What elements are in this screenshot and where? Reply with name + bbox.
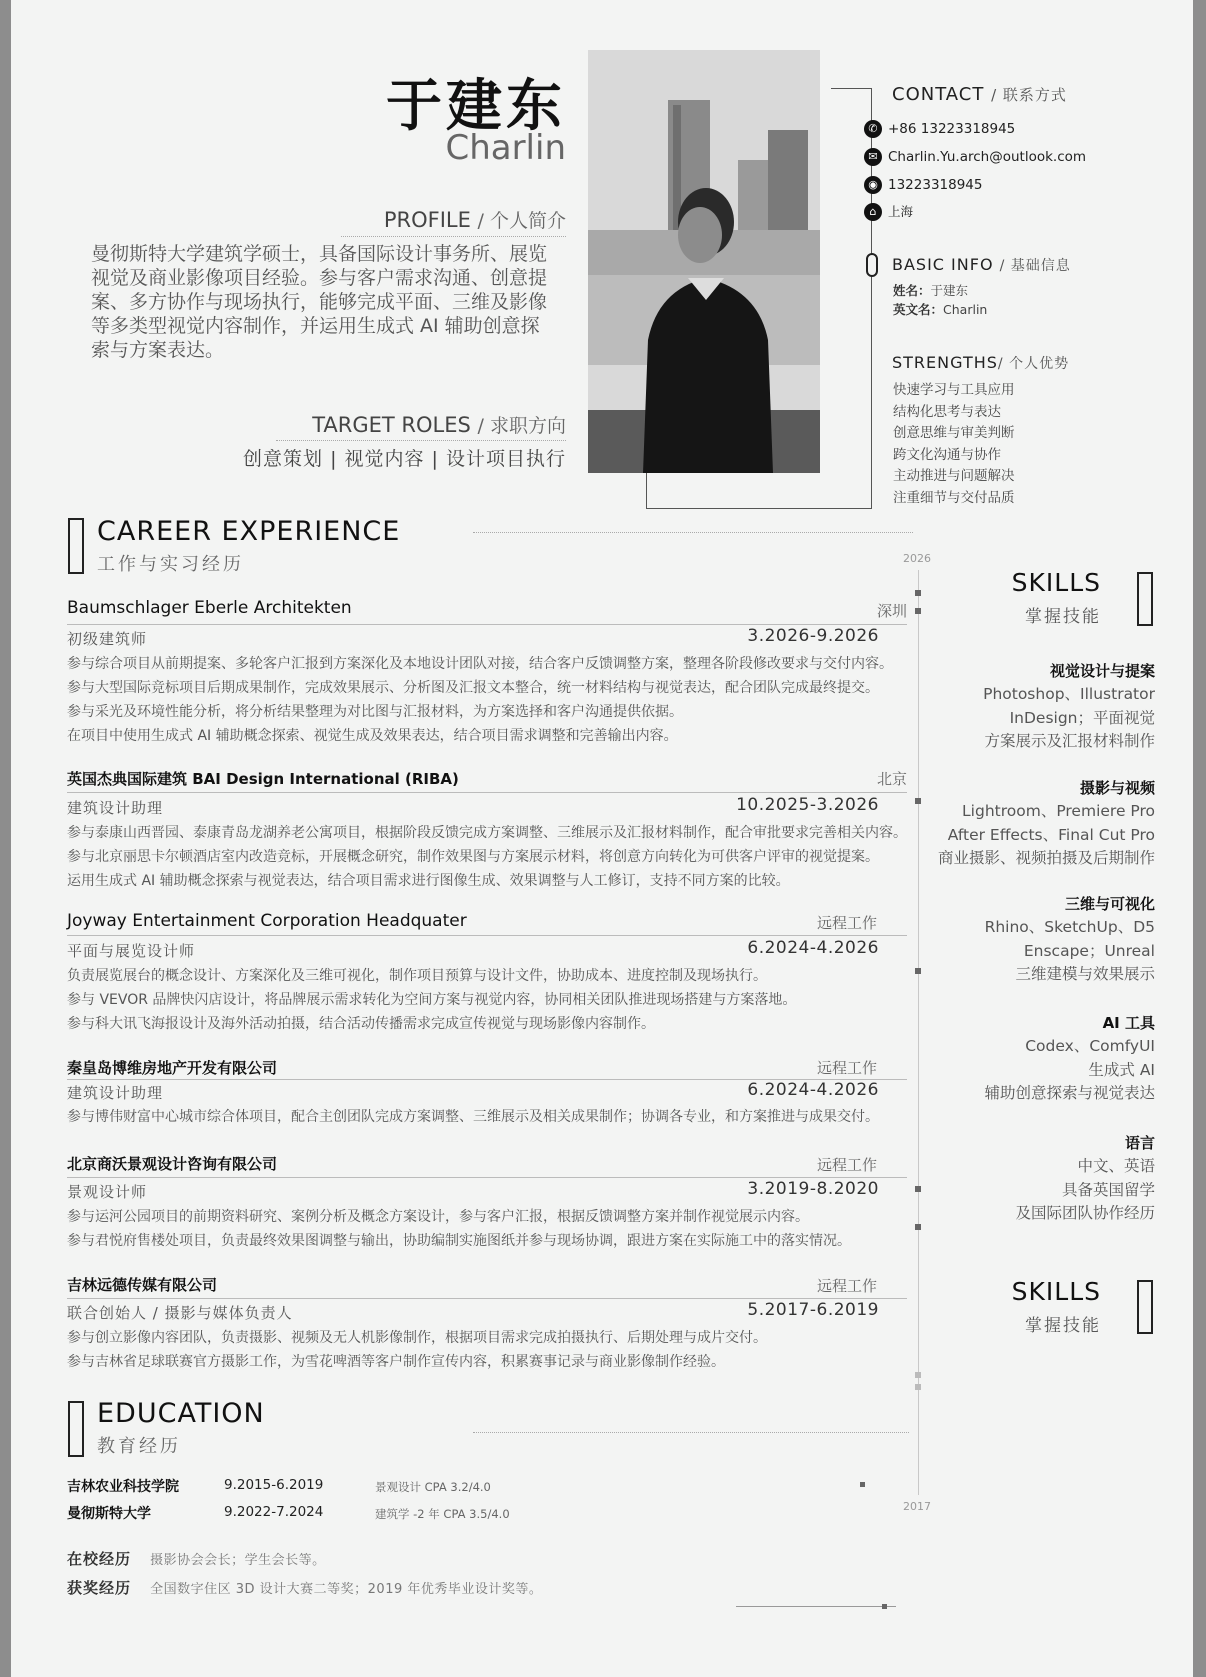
resume-page [11,0,1193,1677]
en-name-label: 英文名： [893,302,944,317]
profile-photo [588,50,820,473]
job-line: 参与创立影像内容团队，负责摄影、视频及无人机影像制作，根据项目需求完成拍摄执行、后期处理与成片交付。 [67,1330,767,1346]
email-text: Charlin.Yu.arch@outlook.com [888,149,1087,165]
name-chinese: 于建东 [386,74,566,139]
profile-divider [341,236,566,237]
campus-experience [67,1548,767,1569]
profile-heading [211,206,566,233]
strength-item: 注重细节与交付品质 [893,489,1015,506]
connector-line [646,473,647,508]
basic-title-cn: / 基础信息 [999,258,1071,274]
skills-title-repeat: SKILLS [1011,1277,1101,1306]
career-divider [473,532,913,533]
strength-item: 主动推进与问题解决 [893,468,1015,484]
target-title-en: TARGET ROLES [312,413,471,437]
company-name: 英国杰典国际建筑 BAI Design International (RIBA) [67,770,459,788]
strengths-list [893,380,1015,509]
job-description [67,652,893,748]
contact-heading [892,84,1067,105]
skill-line: 方案展示及汇报材料制作 [984,732,1155,750]
contact-location [864,201,913,223]
skill-line: After Effects、Final Cut Pro [947,825,1155,844]
job-location: 远程工作 [816,1277,877,1295]
profile-line: 案、多方协作与现场执行，能够完成平面、三维及影像 [91,291,548,313]
contact-title-cn: / 联系方式 [991,86,1067,104]
job-line: 参与运河公园项目的前期资料研究、案例分析及概念方案设计，参与客户汇报，根据反馈调整方案并制作视觉展示内容。 [67,1209,809,1225]
school-name: 曼彻斯特大学 [67,1506,151,1522]
timeline-marker [915,590,921,596]
company-name: 北京商沃景观设计咨询有限公司 [67,1155,278,1173]
job-description [67,1205,851,1253]
strengths-title-en: STRENGTHS [892,353,998,372]
job-role: 建筑设计助理 [67,1084,164,1102]
timeline-bottom-year: 2017 [903,1500,931,1513]
skill-line: 及国际团队协作经历 [1015,1204,1155,1222]
job-location: 深圳 [876,602,907,620]
job-line: 参与泰康山西晋园、泰康青岛龙湖养老公寓项目，根据阶段反馈完成方案调整、三维展示及汇报材料制作，配合审批要求完善相关内容。 [67,825,907,841]
awards-label: 获奖经历 [67,1579,132,1597]
job-location: 远程工作 [816,1059,877,1077]
profile-line: 索与方案表达。 [91,339,225,361]
en-name-value: Charlin [943,302,988,317]
job-line: 参与大型国际竞标项目后期成果制作，完成效果展示、分析图及汇报文本整合，统一材料结构与视觉表达，配合团队完成最终提交。 [67,680,879,696]
education-subtitle: 教育经历 [97,1436,181,1457]
wechat-text: 13223318945 [888,177,983,193]
job-date: 10.2025-3.2026 [736,795,879,815]
wechat-icon: ◉ [864,176,882,194]
skill-group-title: AI 工具 [1102,1014,1155,1032]
job-divider [67,624,907,625]
skill-line: Codex、ComfyUI [1025,1037,1155,1055]
education-divider [473,1432,909,1433]
awards-value: 全国数字住区 3D 设计大赛二等奖；2019 年优秀毕业设计奖等。 [150,1582,543,1597]
job-line: 在项目中使用生成式 AI 辅助概念探索、视觉生成及效果表达，结合项目需求调整和完善输出内容。 [67,728,678,744]
contact-wechat[interactable] [864,174,982,196]
education-date: 9.2015-6.2019 [224,1477,324,1493]
job-line: 参与 VEVOR 品牌快闪店设计，将品牌展示需求转化为空间方案与视觉内容，协同相关团队推进现场搭建与方案落地。 [67,992,797,1008]
education-marker [860,1482,865,1487]
job-line: 参与综合项目从前期提案、多轮客户汇报到方案深化及本地设计团队对接，结合客户反馈调整方案，整理各阶段修改要求与交付内容。 [67,656,893,672]
profile-line: 等多类型视觉内容制作，并运用生成式 AI 辅助创意探 [91,315,540,337]
awards [67,1577,767,1598]
job-date: 3.2019-8.2020 [747,1179,879,1199]
strengths-heading [892,353,1069,373]
job-line: 负责展览展台的概念设计、方案深化及三维可视化，制作项目预算与设计文件，协助成本、进度控制及现场执行。 [67,968,767,984]
skills-subtitle: 掌握技能 [1025,607,1101,627]
strengths-title-cn: / 个人优势 [997,356,1070,372]
job-line: 参与采光及环境性能分析，将分析结果整理为对比图与汇报材料，为方案选择和客户沟通提供依据。 [67,704,683,720]
target-roles: 创意策划 | 视觉内容 | 设计项目执行 [243,448,566,470]
job-location: 远程工作 [816,1156,877,1174]
job-description [67,1105,879,1129]
education-grade: 建筑学 -2 年 CPA 3.5/4.0 [375,1507,510,1521]
job-role: 建筑设计助理 [67,799,164,817]
skill-group [891,1132,1155,1226]
job-divider [67,1298,907,1299]
skill-line: Enscape；Unreal [1023,941,1155,960]
job-divider [67,792,907,793]
footer-marker [882,1604,887,1609]
skill-group-title: 语言 [1124,1134,1155,1152]
job-line: 参与博伟财富中心城市综合体项目，配合主创团队完成方案调整、三维展示及相关成果制作；协调各专业，和方案推进与成果交付。 [67,1109,879,1125]
skills-subtitle-repeat: 掌握技能 [1025,1316,1101,1336]
skill-line: 商业摄影、视频拍摄及后期制作 [937,849,1155,867]
education-bracket [68,1401,84,1457]
skill-line: Rhino、SketchUp、D5 [984,918,1155,936]
company-name: Joyway Entertainment Corporation Headquater [67,911,467,931]
basic-name [893,281,968,300]
strength-item: 跨文化沟通与协作 [893,446,1001,463]
skills-bracket [1137,1280,1153,1334]
career-subtitle: 工作与实习经历 [97,554,244,575]
career-bracket [68,518,84,574]
basic-info-heading [892,255,1071,275]
timeline-top-year: 2026 [903,552,931,565]
skill-group [891,1012,1155,1106]
education-date: 9.2022-7.2024 [224,1504,324,1520]
profile-line: 视觉及商业影像项目经验。参与客户需求沟通、创意提 [91,267,548,289]
skill-line: InDesign；平面视觉 [1009,708,1155,727]
job-role: 景观设计师 [67,1183,148,1201]
job-role: 平面与展览设计师 [67,942,196,960]
email-icon: ✉ [864,148,882,166]
campus-value: 摄影协会会长；学生会长等。 [150,1553,326,1568]
education-title: EDUCATION [97,1398,265,1429]
contact-email[interactable] [864,146,1086,168]
contact-phone[interactable] [864,118,1015,140]
job-date: 5.2017-6.2019 [747,1300,879,1320]
name-label: 姓名： [893,283,931,298]
profile-title-en: PROFILE [383,208,471,232]
skill-group [891,660,1155,754]
name-english: Charlin [445,128,566,168]
target-title-cn: / 求职方向 [477,415,566,437]
career-title: CAREER EXPERIENCE [97,516,401,547]
company-name: 秦皇岛博维房地产开发有限公司 [67,1059,278,1077]
skill-group-title: 摄影与视频 [1079,779,1155,797]
job-divider [67,1177,907,1178]
info-icon [866,253,878,277]
job-line: 参与吉林省足球联赛官方摄影工作，为雪花啤酒等客户制作宣传内容，积累赛事记录与商业影像制作经验。 [67,1354,725,1370]
skill-line: 中文、英语 [1077,1157,1155,1175]
job-line: 运用生成式 AI 辅助概念探索与视觉表达，结合项目需求进行图像生成、效果调整与人工修订，支持不同方案的比较。 [67,873,790,889]
strength-item: 快速学习与工具应用 [893,382,1015,398]
company-name: Baumschlager Eberle Architekten [67,598,352,618]
job-date: 3.2026-9.2026 [747,626,879,646]
basic-title-en: BASIC INFO [892,255,994,274]
strength-item: 创意思维与审美判断 [893,425,1015,441]
job-line: 参与北京丽思卡尔顿酒店室内改造竞标，开展概念研究，制作效果图与方案展示材料，将创意方向转化为可供客户评审的视觉提案。 [67,849,879,865]
location-text: 上海 [888,204,914,219]
job-role: 初级建筑师 [67,630,148,648]
target-heading [211,411,566,438]
connector-line [646,508,872,509]
skill-line: Photoshop、Illustrator [983,685,1155,703]
skill-line: Lightroom、Premiere Pro [962,802,1155,820]
job-date: 6.2024-4.2026 [747,938,879,958]
skill-line: 辅助创意探索与视觉表达 [984,1084,1155,1102]
campus-label: 在校经历 [67,1550,132,1568]
skill-group-title: 视觉设计与提案 [1049,662,1155,680]
skill-group [891,893,1155,987]
contact-title-en: CONTACT [892,84,985,105]
phone-text: +86 13223318945 [888,121,1016,137]
skill-line: 具备英国留学 [1061,1180,1155,1199]
job-line: 参与科大讯飞海报设计及海外活动拍摄，结合活动传播需求完成宣传视觉与现场影像内容制作。 [67,1016,655,1032]
basic-en-name [893,300,987,319]
job-divider [67,935,907,936]
company-name: 吉林远德传媒有限公司 [67,1276,218,1294]
job-description [67,821,907,893]
job-location: 远程工作 [816,914,877,932]
job-location: 北京 [876,770,907,788]
job-line: 参与君悦府售楼处项目，负责最终效果图调整与输出，协助编制实施图纸并参与现场协调，跟进方案在实际施工中的落实情况。 [67,1233,851,1249]
education-grade: 景观设计 CPA 3.2/4.0 [375,1480,491,1494]
job-description [67,1326,767,1374]
profile-text [91,242,566,362]
connector-line [831,88,871,89]
portrait-image [588,50,820,473]
home-icon: ⌂ [864,203,882,221]
footer-line [736,1606,896,1607]
skill-group [891,777,1155,871]
job-date: 6.2024-4.2026 [747,1080,879,1100]
timeline-marker [915,1384,921,1390]
job-description [67,964,796,1036]
target-divider [276,440,566,441]
skill-line: 生成式 AI [1088,1060,1155,1079]
profile-title-cn: / 个人简介 [477,210,566,232]
profile-line: 曼彻斯特大学建筑学硕士，具备国际设计事务所、展览 [91,243,548,265]
job-role: 联合创始人 / 摄影与媒体负责人 [67,1304,293,1322]
school-name: 吉林农业科技学院 [67,1479,179,1495]
skill-line: 三维建模与效果展示 [1015,965,1155,983]
skills-bracket [1137,572,1153,626]
name-value: 于建东 [930,283,969,298]
phone-icon: ✆ [864,120,882,138]
skills-title: SKILLS [1011,568,1101,597]
timeline-marker [915,1372,921,1378]
skill-group-title: 三维与可视化 [1064,895,1155,913]
strength-item: 结构化思考与表达 [893,403,1001,420]
timeline-marker [915,608,921,614]
